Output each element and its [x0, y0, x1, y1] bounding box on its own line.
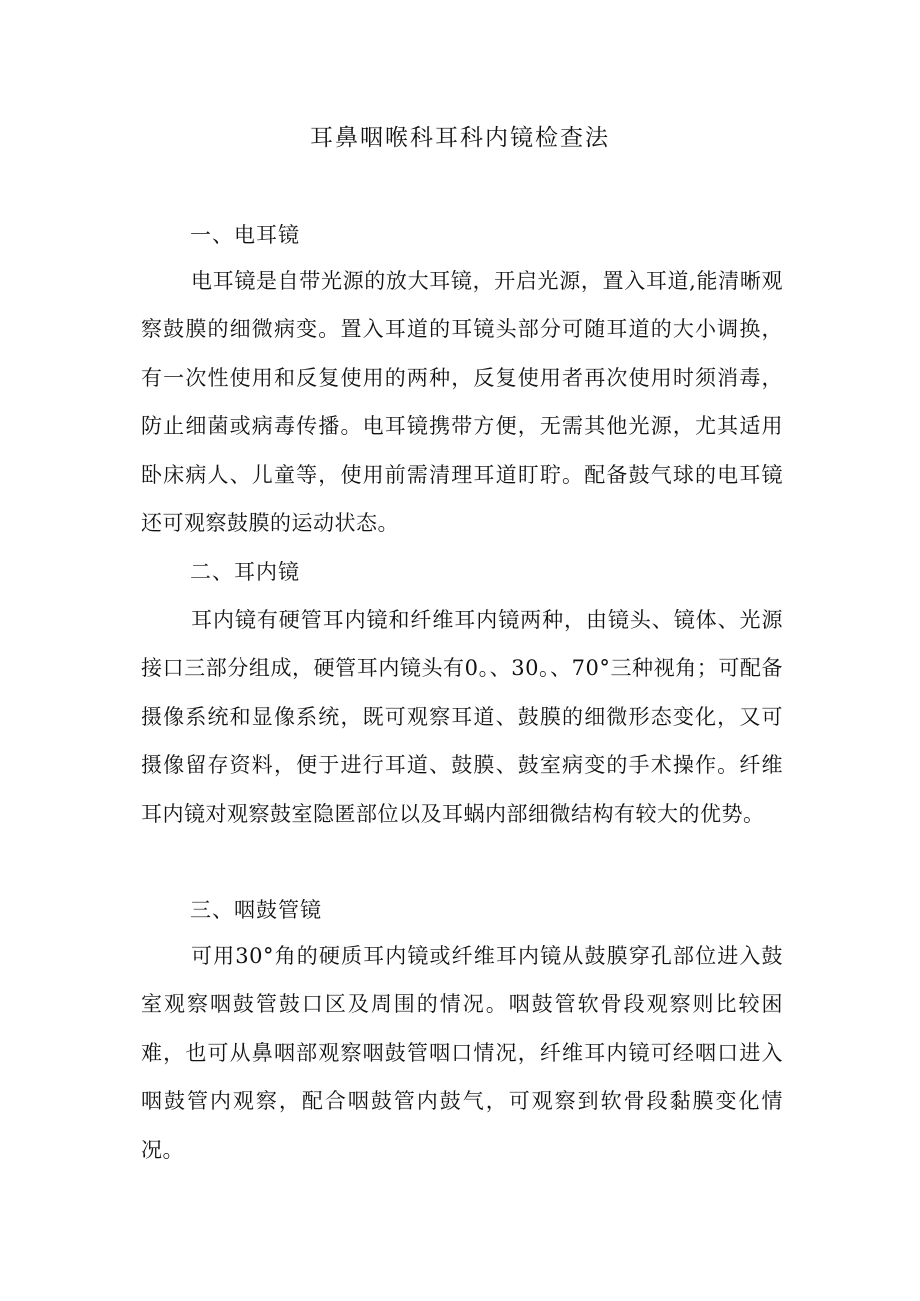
section-heading-electric-otoscope: 一、电耳镜 — [190, 223, 300, 247]
section-heading-eustachian-tube-scope: 三、咽鼓管镜 — [190, 898, 322, 922]
section-body-otoendoscope: 耳内镜有硬管耳内镜和纤维耳内镜两种，由镜头、镜体、光源接口三部分组成，硬管耳内镜头有0。、30。、70°三种视角；可配备摄像系统和显像系统，既可观察耳道、鼓膜的细微形态变化，又可摄像留存资料，便于进行耳道、鼓膜、鼓室病变的手术操作。纤维耳内镜对观察鼓室隐匿部位以及耳蜗内部细微结构有较大的优势。 — [141, 608, 783, 826]
document-title: 耳鼻咽喉科耳科内镜检查法 — [310, 125, 610, 151]
section-heading-otoendoscope: 二、耳内镜 — [190, 560, 300, 584]
section-body-electric-otoscope: 电耳镜是自带光源的放大耳镜，开启光源，置入耳道,能清晰观察鼓膜的细微病变。置入耳道的耳镜头部分可随耳道的大小调换，有一次性使用和反复使用的两种，反复使用者再次使用时须消毒，防止细菌或病毒传播。电耳镜携带方便，无需其他光源，尤其适用卧床病人、儿童等，使用前需清理耳道盯聍。配备鼓气球的电耳镜还可观察鼓膜的运动状态。 — [141, 269, 783, 536]
section-body-eustachian-tube-scope: 可用30°角的硬质耳内镜或纤维耳内镜从鼓膜穿孔部位进入鼓室观察咽鼓管鼓口区及周围的情况。咽鼓管软骨段观察则比较困难，也可从鼻咽部观察咽鼓管咽口情况，纤维耳内镜可经咽口进入咽鼓管内观察，配合咽鼓管内鼓气，可观察到软骨段黏膜变化情况。 — [141, 944, 783, 1162]
